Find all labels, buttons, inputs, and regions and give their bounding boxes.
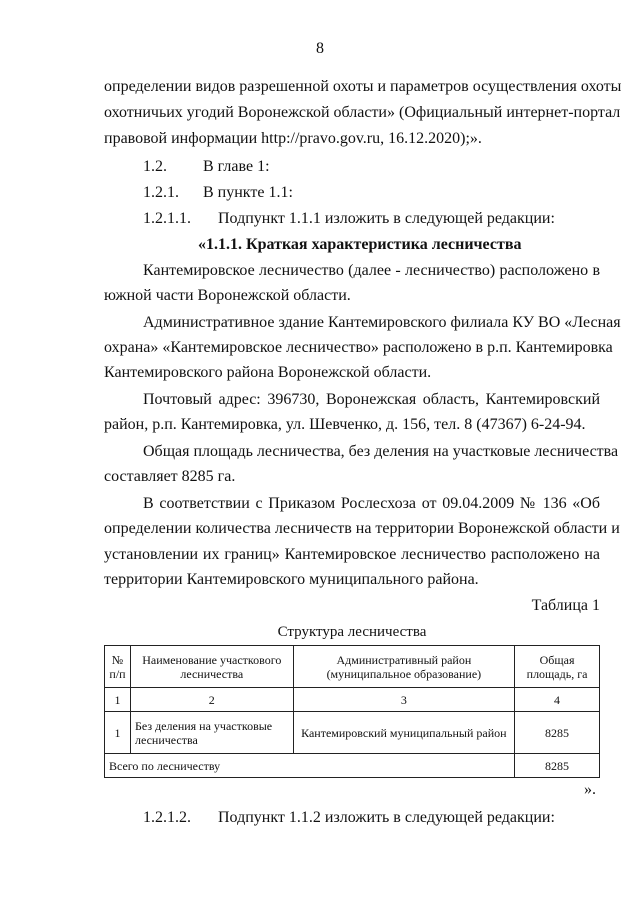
item-text: Подпункт 1.1.1 изложить в следующей редакции:: [218, 210, 555, 227]
paragraph-line: Почтовый адрес: 396730, Воронежская область, Кантемировский: [143, 391, 600, 408]
total-value: 8285: [515, 754, 600, 778]
paragraph-line: Административное здание Кантемировского филиала КУ ВО «Лесная: [143, 314, 621, 331]
paragraph-line: Кантемировского района Воронежской области.: [104, 364, 432, 381]
table-row: [105, 712, 600, 754]
paragraph-line: охрана» «Кантемировское лесничество» расположено в р.п. Кантемировка: [104, 339, 613, 356]
table-cell: Без деления на участковые лесничества: [130, 712, 293, 754]
item-number: 1.2.: [143, 158, 167, 175]
table-label: Таблица 1: [531, 597, 600, 614]
paragraph-line: составляет 8285 га.: [104, 468, 236, 485]
column-header: Административный район (муниципальное образование): [293, 646, 515, 688]
text-line: определении видов разрешенной охоты и параметров осуществления охоты: [104, 78, 622, 95]
column-header: № п/п: [105, 646, 131, 688]
structure-table: [104, 645, 600, 778]
item-number: 1.2.1.2.: [143, 809, 191, 826]
table-cell: Кантемировский муниципальный район: [293, 712, 515, 754]
paragraph-line: Общая площадь лесничества, без деления на участковые лесничества: [143, 443, 619, 460]
paragraph-line: определении количества лесничеств на территории Воронежской области и: [104, 520, 620, 537]
column-number: 4: [515, 688, 600, 712]
item-text: Подпункт 1.1.2 изложить в следующей редакции:: [218, 809, 555, 826]
paragraph-line: установлении их границ» Кантемировское лесничество расположено на: [104, 546, 600, 563]
table-header-row: [105, 646, 600, 688]
table-total-row: [105, 754, 600, 778]
paragraph-line: южной части Воронежской области.: [104, 287, 351, 304]
table-cell: 8285: [515, 712, 600, 754]
paragraph-line: район, р.п. Кантемировка, ул. Шевченко, д. 156, тел. 8 (47367) 6-24-94.: [104, 416, 586, 433]
column-number-row: [105, 688, 600, 712]
text-line: охотничьих угодий Воронежской области» (Официальный интернет-портал: [104, 104, 621, 121]
paragraph-line: территории Кантемировского муниципального района.: [104, 571, 479, 588]
paragraph-line: Кантемировское лесничество (далее - лесничество) расположено в: [143, 262, 600, 279]
total-label: Всего по лесничеству: [105, 754, 515, 778]
item-text: В главе 1:: [203, 158, 270, 175]
closing-quote: ».: [584, 781, 596, 798]
section-heading: «1.1.1. Краткая характеристика лесничества: [198, 236, 522, 253]
paragraph-line: В соответствии с Приказом Рослесхоза от 09.04.2009 № 136 «Об: [143, 495, 600, 512]
text-line: правовой информации http://pravo.gov.ru, 16.12.2020);».: [104, 130, 482, 147]
column-header: Наименование участкового лесничества: [130, 646, 293, 688]
table-cell: 1: [105, 712, 131, 754]
column-number: 2: [130, 688, 293, 712]
item-number: 1.2.1.: [143, 184, 179, 201]
column-number: 3: [293, 688, 515, 712]
column-number: 1: [105, 688, 131, 712]
item-number: 1.2.1.1.: [143, 210, 191, 227]
column-header: Общая площадь, га: [515, 646, 600, 688]
table-title: Структура лесничества: [277, 624, 427, 640]
page-number: 8: [316, 40, 324, 57]
item-text: В пункте 1.1:: [203, 184, 293, 201]
